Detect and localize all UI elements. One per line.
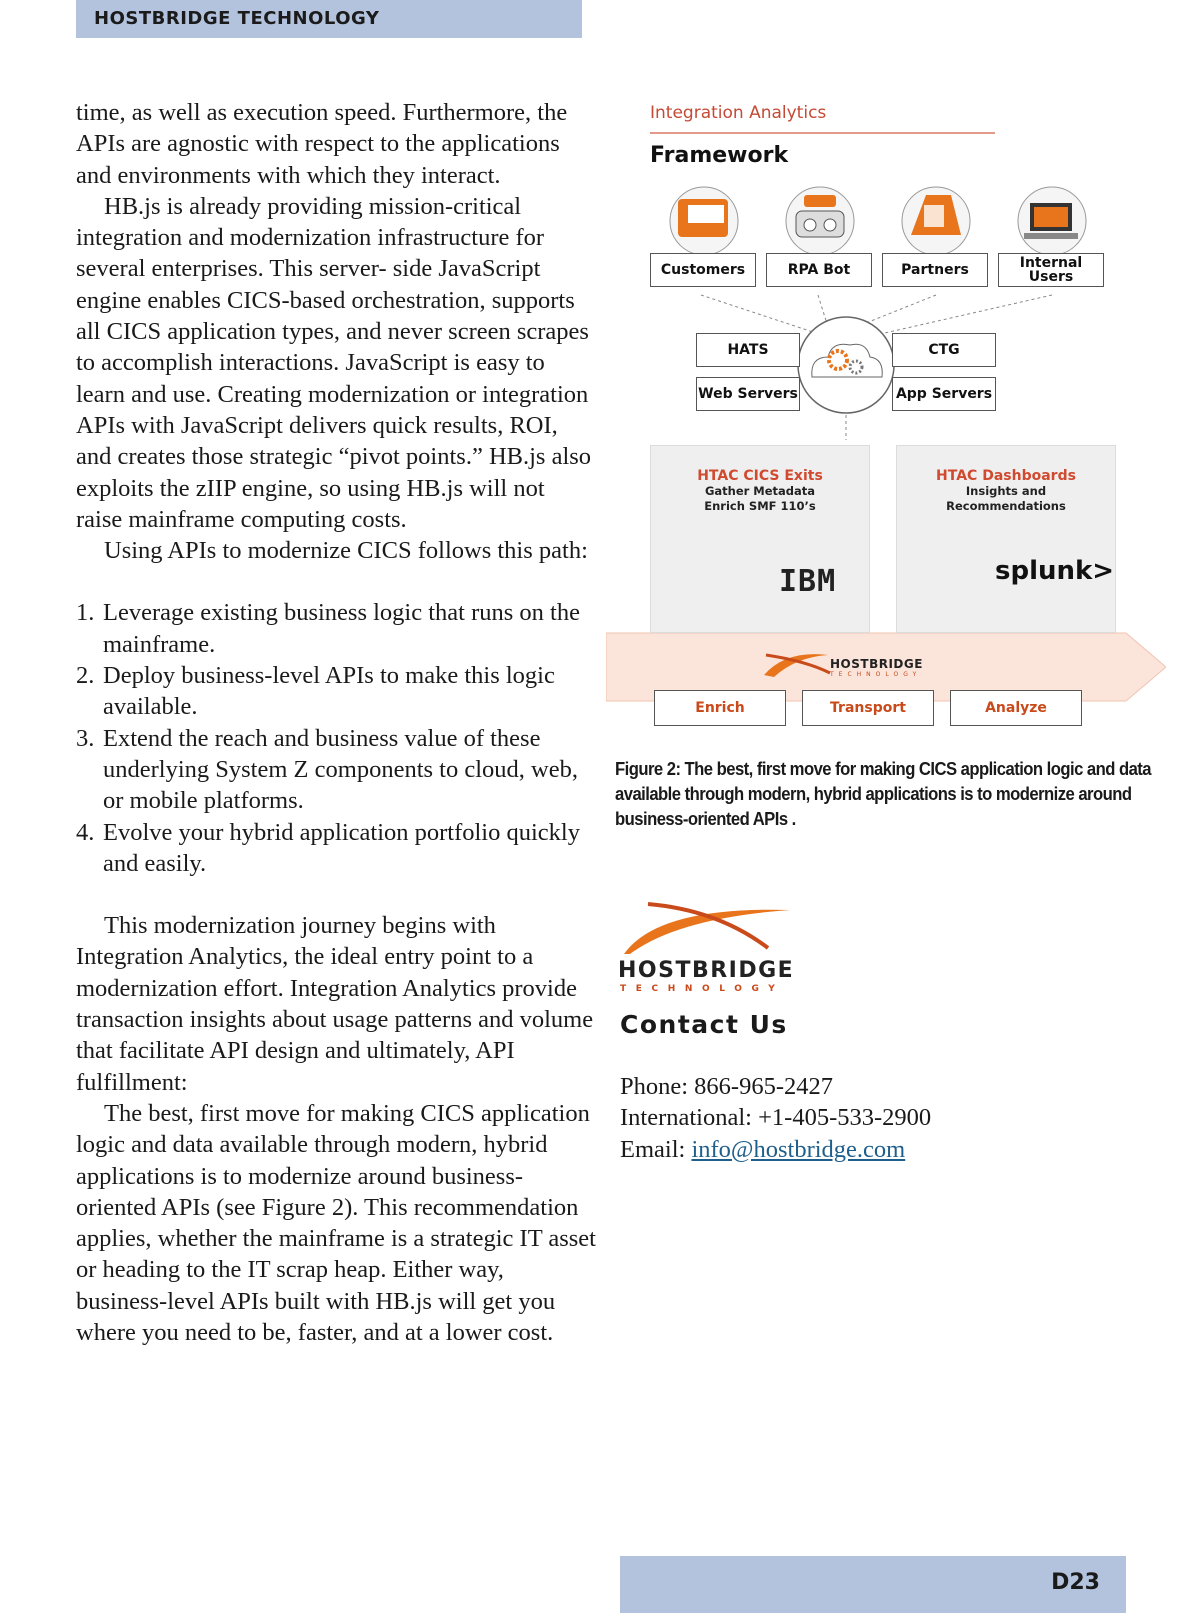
banner-logo-text: HOSTBRIDGE [830,657,923,671]
page-number: D23 [1051,1570,1100,1595]
contact-phone: Phone: 866-965-2427 [620,1073,833,1100]
list-item: 3. Extend the reach and business value of these underlying System Z components to cloud, web, or mobile platforms. [76,724,578,815]
figure-title: Framework [650,143,789,168]
box-analyze: Analyze [950,690,1082,726]
figure-subtitle: Integration Analytics [650,103,827,123]
robot-icon [786,187,854,255]
panel-text: Gather Metadata [704,484,816,498]
paragraph: Using APIs to modernize CICS follows this path: [104,537,588,565]
figure-framework [606,95,1166,735]
box-app-servers: App Servers [892,377,996,411]
box-ctg: CTG [892,333,996,367]
contact-title: Contact Us [620,1010,788,1039]
splunk-logo: splunk> [995,556,1115,586]
logo-name: HOSTBRIDGE [618,958,795,983]
figure-caption: Figure 2: The best, first move for making CICS application logic and data available through modern, hybrid applications is to modernize around business-oriented APIs . [615,758,1152,829]
header-title: HOSTBRIDGE TECHNOLOGY [94,8,380,29]
email-link[interactable]: info@hostbridge.com [691,1135,906,1163]
panel-text: Recommendations [946,499,1066,513]
panel-title: HTAC Dashboards [936,468,1076,484]
box-transport: Transport [802,690,934,726]
panel-text: Insights and [965,484,1047,498]
box-enrich: Enrich [654,690,786,726]
list-item: 1. Leverage existing business logic that runs on the mainframe. [76,599,580,658]
panel-dashboards [896,445,1116,633]
email-label: Email: [620,1135,692,1163]
header-bar [76,0,582,38]
internal-users-icon [1018,187,1086,255]
hostbridge-swoosh-icon [618,896,798,956]
list-item: 4. Evolve your hybrid application portfolio quickly and easily. [76,818,580,877]
panel-title: HTAC CICS Exits [697,468,823,484]
logo-sub: TECHNOLOGY [620,984,785,994]
paragraph: The best, first move for making CICS application logic and data available through modern, hybrid applications is to modernize around business-oriented APIs (see Figure 2). This recommendation applies, whether the mainframe is a strategic IT asset or heading to the IT scrap heap. Either way, business-level APIs built with HB.js will get you where you need to be, faster, and at a lower cost. [76,1099,596,1346]
paragraph: This modernization journey begins with Integration Analytics, the ideal entry point to a modernization effort. Integration Analytics provide transaction insights about usage patterns and volume that facilitate API design and ultimately, API fulfillment: [76,912,594,1096]
contact-international: International: +1-405-533-2900 [620,1104,932,1132]
list-item: 2. Deploy business-level APIs to make this logic available. [76,662,555,721]
contact-info [620,1071,931,1165]
panel-cics-exits [650,445,870,633]
box-web-servers: Web Servers [696,377,800,411]
footer-bar [620,1556,1126,1613]
box-customers: Customers [650,253,756,287]
paragraph: time, as well as execution speed. Furthermore, the APIs are agnostic with respect to the applications and environments with which they interact. [76,99,568,189]
contact-email-line [620,1134,931,1165]
banner-logo-sub: TECHNOLOGY [830,671,922,678]
steps-list [76,597,596,879]
box-partners: Partners [882,253,988,287]
figure-graphics [606,95,1166,735]
body-text [76,97,596,1348]
ibm-logo: IBM [779,564,837,599]
customers-icon [670,187,738,255]
box-hats: HATS [696,333,800,367]
hostbridge-logo [618,896,798,1000]
box-rpa-bot: RPA Bot [766,253,872,287]
partners-icon [902,187,970,255]
panel-text: Enrich SMF 110’s [704,499,816,513]
box-internal-users: Internal Users [998,253,1104,287]
paragraph: HB.js is already providing mission-critical integration and modernization infrastructure for several enterprises. This server- side JavaScript engine enables CICS-based orchestration, supports all CICS application types, and never screen scrapes to accomplish interactions. JavaScript is easy to learn and use. Creating modernization or integration APIs with JavaScript delivers quick results, ROI, and creates those strategic “pivot points.” HB.js also exploits the zIIP engine, so using HB.js will not raise mainframe computing costs. [76,192,592,533]
